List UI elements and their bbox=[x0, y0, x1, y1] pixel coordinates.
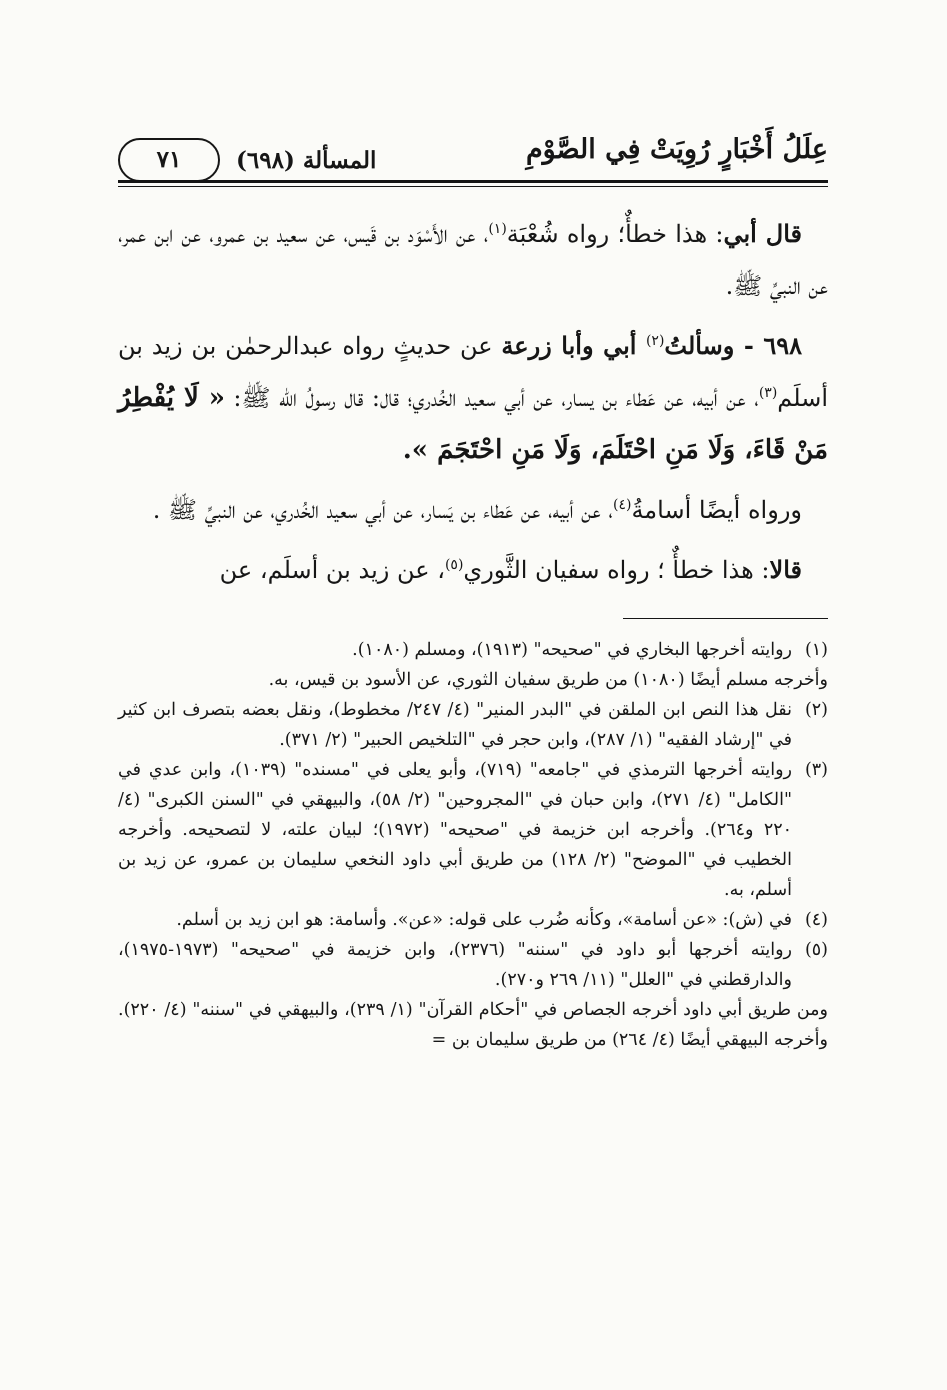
paragraph-3 bbox=[118, 484, 828, 536]
speaker-label: قالا bbox=[769, 555, 802, 584]
footnote-ref: (١) bbox=[488, 221, 507, 237]
question-number: ٦٩٨ - bbox=[734, 331, 802, 360]
hadith-text: « لَا يُفْطِرُ مَنْ قَاءَ، وَلَا مَنِ احْتَلَمَ، وَلَا مَنِ احْتَجَمَ ». bbox=[118, 383, 828, 465]
footnote-ref: (٣) bbox=[758, 385, 778, 401]
text-run: ورواه أيضًا أسامةُ bbox=[631, 496, 802, 524]
text-run: ، عن أبيه، عن عَطاء بن يسار، عن أبي سعيد الخُدري؛ قال: قال رسولُ الله ﷺ: bbox=[224, 384, 759, 412]
footnote-number: (١) bbox=[804, 640, 828, 660]
header-rule-thick bbox=[118, 180, 828, 183]
footnote-continuation: ومن طريق أبي داود أخرجه الجصاص في "أحكام القرآن" (١/ ٢٣٩)، والبيهقي في "سننه" (٤/ ٢٢٠). وأخرجه البيهقي أيضًا (٤/ ٢٦٤) من طريق سليمان بن = bbox=[118, 1000, 828, 1050]
paragraph-2 bbox=[118, 320, 828, 476]
text-run: عن حديثٍ رواه عبدالرحمٰن بن زيد بن أسلَم bbox=[118, 332, 828, 412]
footnote-text: في (ش): «عن أسامة»، وكأنه ضُرب على قوله: «عن». وأسامة: هو ابن زيد بن أسلم. bbox=[176, 910, 792, 930]
footnotes bbox=[118, 635, 828, 1055]
footnote-text: روايته أخرجها الترمذي في "جامعه" (٧١٩)، وأبو يعلى في "مسنده" (١٠٣٩)، وابن عدي في "الكامل" (٤/ ٢٧١)، وابن حبان في "المجروحين" (٢/ ٥٨)، والبيهقي في "السنن الكبرى" (٤/ ٢٢٠ و٢٦٤). وأخرجه ابن خزيمة في "صحيحه" (١٩٧٢)؛ لبيان علته، لا لتصحيحه. وأخرجه الخطيب في "الموضح" (٢/ ١٢٨) من طريق أبي داود النخعي سليمان بن عمرو، عن زيد بن أسلم، به. bbox=[118, 760, 793, 900]
running-header bbox=[118, 128, 828, 186]
text-run: : هذا خطأٌ ؛ رواه سفيان الثَّوري bbox=[463, 556, 770, 584]
header-rule-thin bbox=[118, 186, 828, 187]
header-left-group bbox=[118, 138, 376, 182]
footnote-number: (٤) bbox=[804, 910, 828, 930]
footnote-separator bbox=[623, 618, 828, 619]
footnote-ref: (٢) bbox=[645, 333, 665, 349]
question-lead: وسألتُ bbox=[664, 331, 735, 360]
main-text bbox=[118, 208, 828, 596]
footnote-ref: (٤) bbox=[612, 497, 632, 513]
footnote-2 bbox=[118, 695, 828, 755]
footnote-ref: (٥) bbox=[444, 557, 464, 573]
footnote-number: (٣) bbox=[804, 760, 828, 780]
paragraph-4 bbox=[118, 544, 828, 596]
text-run: : هذا خطأٌ؛ رواه شُعْبَة bbox=[506, 220, 724, 248]
text-run: ، عن الأَسْوَد بن قَيس، عن سعيد بن عمرو، عن ابن عمر، عن النبيِّ ﷺ. bbox=[118, 220, 828, 300]
footnote-body bbox=[118, 635, 792, 665]
paragraph-1 bbox=[118, 208, 828, 312]
footnote-4 bbox=[118, 905, 828, 935]
masala-label: المسألة (٦٩٨) bbox=[236, 146, 377, 174]
footnote-number: (٥) bbox=[804, 940, 828, 960]
page-number: ٧١ bbox=[118, 138, 220, 182]
footnote-5 bbox=[118, 935, 828, 995]
footnote-number: (٢) bbox=[804, 700, 828, 720]
text-run: ، عن أبيه، عن عَطاء بن يَسار، عن أبي سعيد الخُدري، عن النبيِّ ﷺ . bbox=[152, 496, 613, 524]
book-page bbox=[118, 128, 828, 1308]
footnote-3 bbox=[118, 755, 828, 905]
question-lead-2: أبي وأبا زرعة bbox=[501, 331, 646, 360]
footnote-continuation: وأخرجه مسلم أيضًا (١٠٨٠) من طريق سفيان الثوري، عن الأسود بن قيس، به. bbox=[268, 670, 828, 690]
text-run: ، عن زيد بن أسلَم، عن bbox=[219, 556, 445, 584]
book-title: عِلَلُ أَخْبَارٍ رُوِيَتْ فِي الصَّوْمِ bbox=[525, 134, 828, 165]
footnote-text: روايته أخرجها البخاري في "صحيحه" (١٩١٣)، ومسلم (١٠٨٠). bbox=[352, 640, 792, 660]
footnote-text: روايته أخرجها أبو داود في "سننه" (٢٣٧٦)، وابن خزيمة في "صحيحه" (١٩٧٣-١٩٧٥)، والدارقطني في "العلل" (١١/ ٢٦٩ و٢٧٠). bbox=[118, 940, 792, 990]
footnote-1 bbox=[118, 635, 828, 665]
speaker-label: قال أبي bbox=[723, 219, 802, 248]
footnote-text: نقل هذا النص ابن الملقن في "البدر المنير" (٤/ ٢٤٧/ مخطوط)، ونقل بعضه بتصرف ابن كثير في "إرشاد الفقيه" (١/ ٢٨٧)، وابن حجر في "التلخيص الحبير" (٢/ ٣٧١). bbox=[118, 700, 792, 750]
